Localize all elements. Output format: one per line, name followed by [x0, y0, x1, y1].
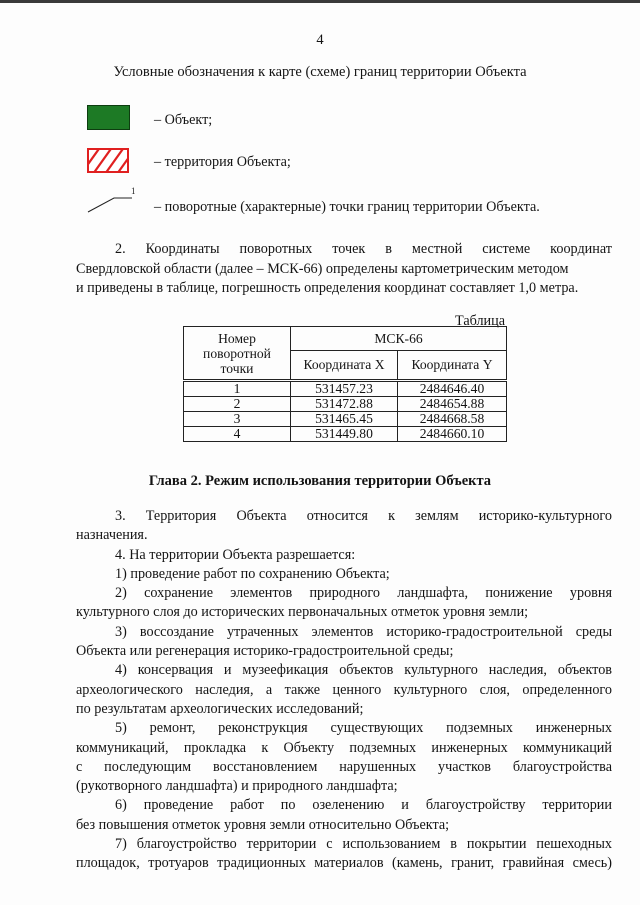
body-line: площадок, тротуаров традиционных материалов (камень, гранит, гравийная смесь): [76, 855, 612, 872]
body-line: без повышения отметок уровня земли относительно Объекта;: [76, 816, 450, 833]
body-line: археологического наследия, а также ценного культурного слоя, определенного: [76, 681, 612, 698]
body-line: 3) воссоздание утраченных элементов историко-градостроительной среды: [115, 623, 612, 640]
scan-top-edge: [0, 0, 640, 3]
header-y: Координата Y: [398, 351, 507, 381]
body-line: 4. На территории Объекта разрешается:: [115, 546, 356, 563]
coordinates-table: [183, 326, 507, 442]
turning-point-number: 1: [131, 186, 136, 196]
territory-symbol-red-hatch: [87, 148, 129, 173]
table-row: 3 531465.45 2484668.58: [184, 411, 507, 426]
table-caption: Таблица: [455, 313, 506, 329]
page-number: 4: [316, 32, 324, 48]
table-row: 2 531472.88 2484654.88: [184, 396, 507, 411]
body-line: культурного слоя до исторических первоначальных отметок уровня земли;: [76, 604, 529, 621]
body-line: назначения.: [76, 527, 148, 544]
body-line: 6) проведение работ по озеленению и благоустройству территории: [115, 797, 612, 814]
body-line: 4) консервация и музеефикация объектов культурного наследия, объектов: [115, 662, 612, 679]
table-row: 1 531457.23 2484646.40: [184, 381, 507, 397]
paragraph-line: 2. Координаты поворотных точек в местной системе координат: [115, 241, 612, 257]
legend-label-turning-points: – поворотные (характерные) точки границ территории Объекта.: [154, 199, 540, 215]
body-line: Объекта или регенерация историко-градостроительной среды;: [76, 643, 454, 660]
body-line: коммуникаций, прокладка к Объекту подземных инженерных коммуникаций: [76, 739, 612, 756]
body-line: с последующим восстановлением нарушенных участков благоустройства: [76, 758, 612, 775]
body-line: 1) проведение работ по сохранению Объекта;: [115, 565, 390, 582]
paragraph-coordinates: [76, 240, 612, 299]
chapter-title: Глава 2. Режим использования территории Объекта: [148, 473, 492, 489]
legend-title: Условные обозначения к карте (схеме) границ территории Объекта: [113, 64, 527, 80]
paragraph-line: и приведены в таблице, погрешность определения координат составляет 1,0 метра.: [76, 280, 579, 296]
legend-label-object: – Объект;: [154, 112, 213, 128]
body-line: по результатам археологических исследований;: [76, 700, 364, 717]
object-symbol-green-rectangle: [87, 105, 130, 130]
body-line: 3. Территория Объекта относится к землям историко-культурного: [115, 508, 612, 524]
body-line: 2) сохранение элементов природного ландшафта, понижение уровня: [115, 585, 612, 602]
chapter-body: [76, 507, 612, 874]
header-point-number: Номер поворотной точки: [184, 327, 291, 381]
table-row: 4 531449.80 2484660.10: [184, 426, 507, 441]
body-line: 5) ремонт, реконструкция существующих подземных инженерных: [115, 720, 612, 737]
body-line: (рукотворного ландшафта) и природного ландшафта;: [76, 778, 398, 795]
body-line: 7) благоустройство территории с использованием в покрытии пешеходных: [115, 836, 612, 853]
header-x: Координата X: [291, 351, 398, 381]
header-coordinate-system: МСК-66: [291, 327, 507, 351]
turning-point-symbol: [86, 184, 140, 214]
paragraph-line: Свердловской области (далее – МСК-66) определены картометрическим методом: [76, 260, 569, 277]
legend-label-territory: – территория Объекта;: [154, 154, 291, 170]
